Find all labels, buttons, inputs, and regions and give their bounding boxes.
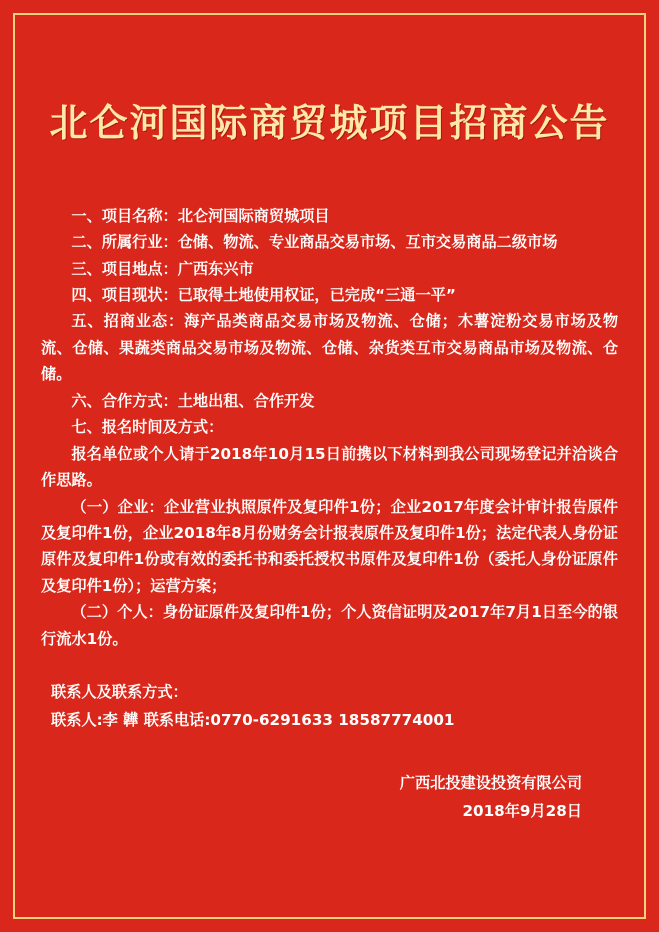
paragraph-business-formats: 五、招商业态：海产品类商品交易市场及物流、仓储；木薯淀粉交易市场及物流、仓储、果蔬类商品交易市场及物流、仓储、杂货类互市交易商品市场及物流、仓储。 [41,312,618,384]
contact-detail: 联系人:李 韡 联系电话:0770-6291633 18587774001 [51,711,455,730]
signature-date: 2018年9月28日 [462,802,582,821]
signature-company: 广西北投建设投资有限公司 [399,773,582,792]
signature-section [41,769,618,827]
paragraph-status: 四、项目现状：已取得土地使用权证，已完成“三通一平” [71,285,456,304]
paragraph-industry: 二、所属行业：仓储、物流、专业商品交易市场、互市交易商品二级市场 [71,233,558,252]
paragraph-individual-requirements: （二）个人：身份证原件及复印件1份；个人资信证明及2017年7月1日至今的银行流水1份。 [41,603,618,648]
paragraph-registration-deadline: 报名单位或个人请于2018年10月15日前携以下材料到我公司现场登记并洽谈合作思路。 [41,444,618,490]
contact-heading: 联系人及联系方式： [51,683,188,702]
paragraph-project-name: 一、项目名称：北仑河国际商贸城项目 [71,206,330,225]
announcement-body [41,203,618,653]
paragraph-enterprise-requirements: （一）企业：企业营业执照原件及复印件1份；企业2017年度会计审计报告原件及复印件1份，企业2018年8月份财务会计报表原件及复印件1份；法定代表人身份证原件及复印件1份或有效的委托书和委托授权书原件及复印件1份（委托人身份证原件及复印件1份）；运营方案； [41,497,618,595]
page-title: 北仑河国际商贸城项目招商公告 [49,101,610,145]
poster-content [13,13,646,919]
paragraph-registration-heading: 七、报名时间及方式： [71,418,224,437]
paragraph-cooperation-mode: 六、合作方式：土地出租、合作开发 [71,391,315,410]
paragraph-location: 三、项目地点：广西东兴市 [71,259,254,278]
contact-section [41,678,618,734]
